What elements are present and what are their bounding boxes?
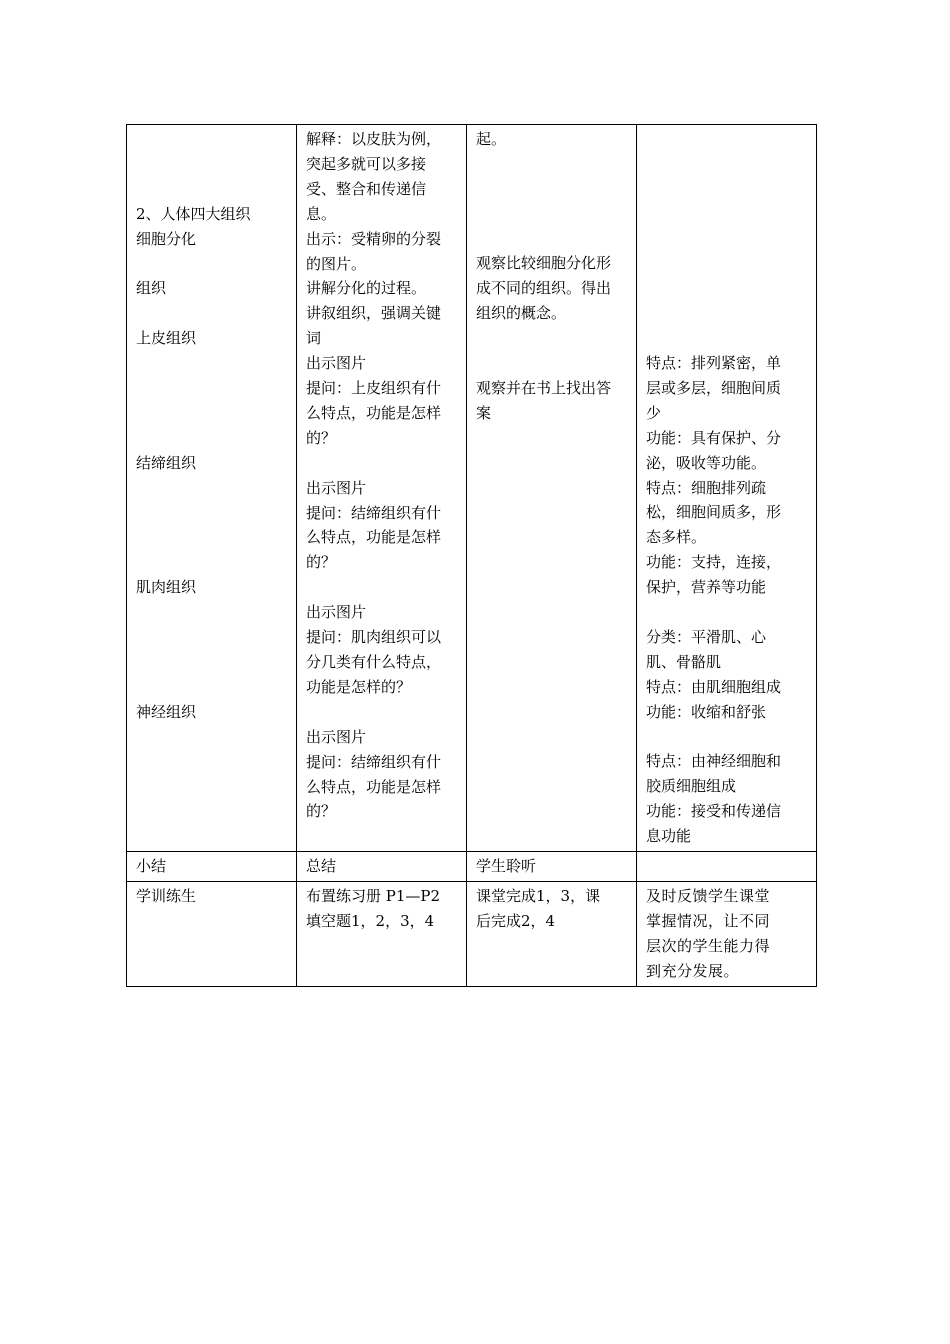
cell-line bbox=[136, 525, 288, 550]
cell-line: 的？ bbox=[306, 553, 337, 572]
cell-line: 出示图片 bbox=[306, 603, 367, 622]
cell-line: 功能：接受和传递信 bbox=[646, 802, 782, 821]
cell-line bbox=[136, 600, 288, 625]
cell-line bbox=[476, 152, 628, 177]
cell-line bbox=[646, 600, 808, 625]
cell-line bbox=[136, 476, 288, 501]
cell-line: 功能是怎样的？ bbox=[306, 677, 412, 696]
cell-topic bbox=[127, 125, 297, 852]
cell-line: 分类：平滑肌、心 bbox=[646, 627, 767, 646]
cell-line bbox=[136, 650, 288, 675]
cell-line bbox=[646, 202, 808, 227]
cell-line: 特点：排列紧密，单 bbox=[646, 354, 782, 373]
cell-line: 讲叙组织，强调关键 bbox=[306, 304, 442, 323]
cell-line: 特点：细胞排列疏 bbox=[646, 478, 767, 497]
cell-line: 息功能 bbox=[646, 827, 692, 846]
cell-summary-teacher: 总结 bbox=[297, 852, 467, 882]
cell-line: 松，细胞间质多，形 bbox=[646, 503, 782, 522]
cell-line bbox=[476, 326, 628, 351]
cell-line: 课堂完成1，3，课 bbox=[476, 887, 601, 906]
cell-line bbox=[136, 625, 288, 650]
cell-line bbox=[136, 127, 288, 152]
cell-line bbox=[646, 152, 808, 177]
cell-line bbox=[136, 301, 288, 326]
cell-line: 填空题1，2，3，4 bbox=[306, 911, 435, 930]
cell-line: 讲解分化的过程。 bbox=[306, 279, 427, 298]
cell-notes bbox=[637, 125, 817, 852]
cell-line bbox=[136, 675, 288, 700]
cell-line bbox=[306, 575, 458, 600]
cell-line: 层次的学生能力得 bbox=[646, 936, 771, 955]
cell-line bbox=[306, 451, 458, 476]
cell-training-student bbox=[467, 882, 637, 987]
table-row-summary bbox=[127, 852, 817, 882]
cell-line bbox=[136, 251, 288, 276]
cell-line: 么特点，功能是怎样 bbox=[306, 777, 442, 796]
cell-line: 分几类有什么特点， bbox=[306, 653, 442, 671]
cell-line: 成不同的组织。得出 bbox=[476, 279, 612, 298]
cell-line bbox=[136, 550, 288, 575]
cell-training-notes bbox=[637, 882, 817, 987]
cell-line: 层或多层，细胞间质 bbox=[646, 378, 782, 397]
cell-line bbox=[136, 376, 288, 401]
cell-line bbox=[136, 152, 288, 177]
cell-line: 上皮组织 bbox=[136, 329, 197, 348]
cell-line: 起。 bbox=[476, 130, 507, 148]
cell-summary-label: 小结 bbox=[127, 852, 297, 882]
cell-line: 结缔组织 bbox=[136, 453, 197, 472]
cell-line bbox=[646, 251, 808, 276]
cell-line bbox=[646, 127, 808, 152]
cell-line bbox=[306, 700, 458, 725]
cell-line: 观察并在书上找出答 bbox=[476, 378, 612, 397]
cell-line: 功能：收缩和舒张 bbox=[646, 702, 767, 721]
lesson-plan-table bbox=[126, 124, 817, 987]
cell-line: 出示图片 bbox=[306, 354, 367, 373]
cell-line: 案 bbox=[476, 403, 492, 422]
cell-line: 出示图片 bbox=[306, 727, 367, 746]
cell-line: 神经组织 bbox=[136, 702, 197, 721]
cell-line: 到充分发展。 bbox=[646, 961, 740, 980]
cell-line: 细胞分化 bbox=[136, 229, 197, 248]
cell-line: 布置练习册 P1—P2 bbox=[306, 887, 441, 906]
cell-line: 特点：由肌细胞组成 bbox=[646, 677, 782, 696]
cell-line: 的？ bbox=[306, 802, 337, 821]
cell-line bbox=[646, 177, 808, 202]
cell-line: 息。 bbox=[306, 204, 337, 223]
cell-line bbox=[136, 401, 288, 426]
cell-line bbox=[646, 301, 808, 326]
cell-line: 词 bbox=[306, 329, 322, 348]
cell-summary-notes bbox=[637, 852, 817, 882]
cell-line bbox=[136, 351, 288, 376]
cell-line: 肌肉组织 bbox=[136, 578, 197, 597]
cell-line: 出示图片 bbox=[306, 478, 367, 497]
cell-line: 肌、骨骼肌 bbox=[646, 652, 722, 671]
cell-line: 么特点，功能是怎样 bbox=[306, 403, 442, 422]
cell-line: 后完成2，4 bbox=[476, 911, 556, 930]
cell-line: 掌握情况，让不同 bbox=[646, 911, 771, 930]
cell-line: 泌，吸收等功能。 bbox=[646, 453, 767, 472]
cell-line: 出示：受精卵的分裂 bbox=[306, 229, 442, 248]
cell-student-activity bbox=[467, 125, 637, 852]
table-row-tissues bbox=[127, 125, 817, 852]
cell-line: 态多样。 bbox=[646, 528, 707, 547]
cell-line: 组织 bbox=[136, 279, 167, 298]
cell-line bbox=[136, 500, 288, 525]
cell-training-teacher bbox=[297, 882, 467, 987]
cell-line: 提问：结缔组织有什 bbox=[306, 503, 442, 522]
table-row-training bbox=[127, 882, 817, 987]
cell-line: 及时反馈学生课堂 bbox=[646, 887, 771, 906]
cell-line bbox=[476, 202, 628, 227]
cell-line: 的图片。 bbox=[306, 254, 367, 273]
cell-line: 观察比较细胞分化形 bbox=[476, 254, 612, 273]
cell-line bbox=[476, 227, 628, 252]
cell-line: 解释：以皮肤为例， bbox=[306, 130, 442, 148]
cell-line: 受、整合和传递信 bbox=[306, 179, 427, 198]
cell-line bbox=[136, 177, 288, 202]
cell-line: 2、人体四大组织 bbox=[136, 204, 251, 223]
cell-line: 功能：具有保护、分 bbox=[646, 428, 782, 447]
cell-line: 么特点，功能是怎样 bbox=[306, 528, 442, 547]
cell-line: 特点：由神经细胞和 bbox=[646, 752, 782, 771]
cell-line: 的？ bbox=[306, 428, 337, 447]
cell-line bbox=[476, 351, 628, 376]
cell-line: 组织的概念。 bbox=[476, 304, 567, 323]
cell-training-label: 学训练生 bbox=[127, 882, 297, 987]
cell-line: 突起多就可以多接 bbox=[306, 154, 427, 173]
cell-line bbox=[646, 725, 808, 750]
cell-line: 功能：支持，连接， bbox=[646, 553, 782, 572]
cell-teacher-activity bbox=[297, 125, 467, 852]
cell-summary-student: 学生聆听 bbox=[467, 852, 637, 882]
cell-line: 少 bbox=[646, 403, 662, 422]
cell-line: 提问：结缔组织有什 bbox=[306, 752, 442, 771]
cell-line bbox=[136, 426, 288, 451]
cell-line bbox=[476, 177, 628, 202]
cell-line: 提问：肌肉组织可以 bbox=[306, 628, 442, 647]
cell-line: 胶质细胞组成 bbox=[646, 777, 737, 796]
cell-line bbox=[646, 227, 808, 252]
cell-line bbox=[646, 326, 808, 351]
cell-line: 保护，营养等功能 bbox=[646, 578, 767, 597]
cell-line bbox=[646, 276, 808, 301]
cell-line: 提问：上皮组织有什 bbox=[306, 379, 442, 398]
